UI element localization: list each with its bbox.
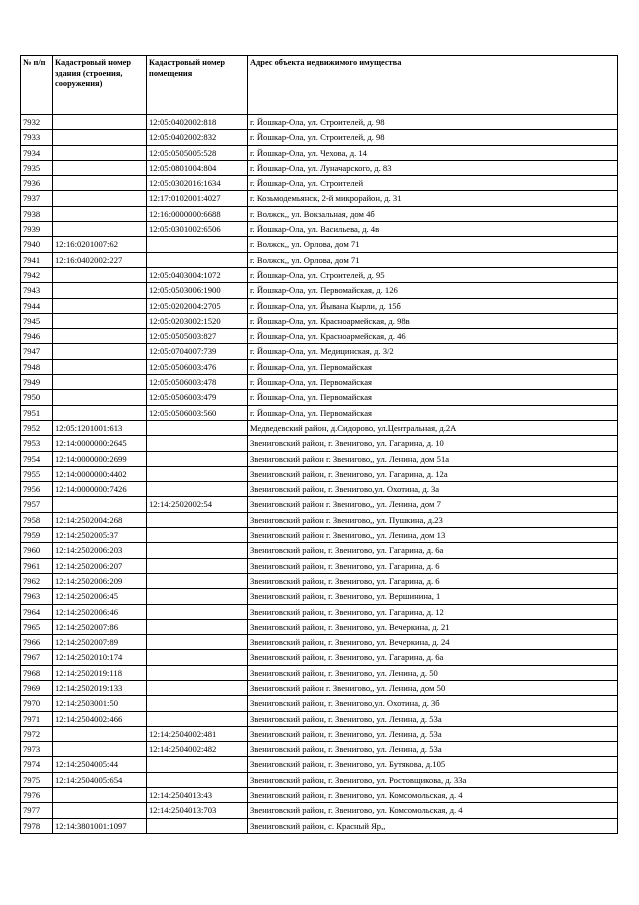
premises-cadastral-number bbox=[147, 650, 248, 665]
premises-cadastral-number: 12:14:2502002:54 bbox=[147, 497, 248, 512]
address: Звениговский район, г. Звенигово, ул. Вершинина, 1 bbox=[248, 589, 618, 604]
address: Звениговский район, г. Звенигово, ул. Гагарина, д. 6а bbox=[248, 650, 618, 665]
table-row bbox=[21, 650, 618, 665]
building-cadastral-number bbox=[53, 497, 147, 512]
row-number: 7960 bbox=[21, 543, 53, 558]
premises-cadastral-number bbox=[147, 711, 248, 726]
building-cadastral-number bbox=[53, 726, 147, 741]
building-cadastral-number bbox=[53, 313, 147, 328]
building-cadastral-number bbox=[53, 390, 147, 405]
address: г. Йошкар-Ола, ул. Йывана Кырли, д. 15б bbox=[248, 298, 618, 313]
building-cadastral-number: 12:14:2502007:86 bbox=[53, 619, 147, 634]
row-number: 7941 bbox=[21, 252, 53, 267]
table-row bbox=[21, 436, 618, 451]
table-row bbox=[21, 558, 618, 573]
table-row bbox=[21, 573, 618, 588]
premises-cadastral-number: 12:14:2504013:43 bbox=[147, 788, 248, 803]
table-row bbox=[21, 772, 618, 787]
row-number: 7978 bbox=[21, 818, 53, 833]
row-number: 7932 bbox=[21, 115, 53, 130]
address: Звениговский район г. Звенигово,, ул. Пушкина, д.23 bbox=[248, 512, 618, 527]
address: Звениговский район г. Звенигово,, ул. Ленина, дом 50 bbox=[248, 680, 618, 695]
premises-cadastral-number: 12:05:0506003:476 bbox=[147, 359, 248, 374]
premises-cadastral-number: 12:05:0403004:1072 bbox=[147, 267, 248, 282]
row-number: 7955 bbox=[21, 466, 53, 481]
table-row bbox=[21, 711, 618, 726]
premises-cadastral-number bbox=[147, 619, 248, 634]
premises-cadastral-number bbox=[147, 451, 248, 466]
address: Звениговский район, г. Звенигово, ул. Гагарина, д. 6а bbox=[248, 543, 618, 558]
building-cadastral-number bbox=[53, 176, 147, 191]
premises-cadastral-number: 12:05:0302016:1634 bbox=[147, 176, 248, 191]
building-cadastral-number bbox=[53, 405, 147, 420]
building-cadastral-number: 12:14:0000000:2699 bbox=[53, 451, 147, 466]
building-cadastral-number: 12:14:2504005:654 bbox=[53, 772, 147, 787]
premises-cadastral-number bbox=[147, 757, 248, 772]
address: Звениговский район, г. Звенигово, ул. Комсомольская, д. 4 bbox=[248, 803, 618, 818]
row-number: 7944 bbox=[21, 298, 53, 313]
premises-cadastral-number: 12:05:0202004:2705 bbox=[147, 298, 248, 313]
row-number: 7951 bbox=[21, 405, 53, 420]
table-row bbox=[21, 237, 618, 252]
table-row bbox=[21, 528, 618, 543]
row-number: 7934 bbox=[21, 145, 53, 160]
row-number: 7962 bbox=[21, 573, 53, 588]
address: Звениговский район, г. Звенигово, ул. Вечеркина, д. 24 bbox=[248, 635, 618, 650]
premises-cadastral-number bbox=[147, 543, 248, 558]
row-number: 7956 bbox=[21, 482, 53, 497]
premises-cadastral-number: 12:05:0801004:804 bbox=[147, 160, 248, 175]
building-cadastral-number: 12:14:2502019:133 bbox=[53, 680, 147, 695]
table-row bbox=[21, 726, 618, 741]
address: Звениговский район, г. Звенигово, ул. Ленина, д. 53а bbox=[248, 711, 618, 726]
header-premises-cadastral: Кадастровый номер помещения bbox=[147, 56, 248, 115]
premises-cadastral-number: 12:05:0402002:818 bbox=[147, 115, 248, 130]
premises-cadastral-number: 12:17:0102001:4027 bbox=[147, 191, 248, 206]
row-number: 7977 bbox=[21, 803, 53, 818]
table-row bbox=[21, 115, 618, 130]
table-row bbox=[21, 818, 618, 833]
building-cadastral-number: 12:14:0000000:7426 bbox=[53, 482, 147, 497]
building-cadastral-number bbox=[53, 115, 147, 130]
document-page bbox=[20, 55, 618, 834]
premises-cadastral-number: 12:05:0503006:1900 bbox=[147, 283, 248, 298]
building-cadastral-number bbox=[53, 130, 147, 145]
row-number: 7961 bbox=[21, 558, 53, 573]
building-cadastral-number: 12:14:2502006:203 bbox=[53, 543, 147, 558]
row-number: 7970 bbox=[21, 696, 53, 711]
table-row bbox=[21, 619, 618, 634]
building-cadastral-number bbox=[53, 803, 147, 818]
address: Звениговский район г. Звенигово,, ул. Ленина, дом 51а bbox=[248, 451, 618, 466]
table-row bbox=[21, 420, 618, 435]
table-row bbox=[21, 359, 618, 374]
table-row bbox=[21, 466, 618, 481]
building-cadastral-number: 12:14:0000000:2645 bbox=[53, 436, 147, 451]
address: г. Йошкар-Ола, ул. Строителей, д. 98 bbox=[248, 130, 618, 145]
address: Звениговский район, г. Звенигово, ул. Вечеркина, д. 21 bbox=[248, 619, 618, 634]
building-cadastral-number bbox=[53, 788, 147, 803]
address: Звениговский район г. Звенигово,, ул. Ленина, дом 13 bbox=[248, 528, 618, 543]
premises-cadastral-number bbox=[147, 237, 248, 252]
table-row bbox=[21, 160, 618, 175]
row-number: 7937 bbox=[21, 191, 53, 206]
premises-cadastral-number: 12:05:0506003:560 bbox=[147, 405, 248, 420]
row-number: 7965 bbox=[21, 619, 53, 634]
row-number: 7967 bbox=[21, 650, 53, 665]
row-number: 7976 bbox=[21, 788, 53, 803]
premises-cadastral-number bbox=[147, 420, 248, 435]
building-cadastral-number: 12:14:0000000:4402 bbox=[53, 466, 147, 481]
address: г. Йошкар-Ола, ул. Чехова, д. 14 bbox=[248, 145, 618, 160]
address: Звениговский район, г. Звенигово, ул. Гагарина, д. 12а bbox=[248, 466, 618, 481]
premises-cadastral-number bbox=[147, 589, 248, 604]
table-row bbox=[21, 130, 618, 145]
premises-cadastral-number bbox=[147, 680, 248, 695]
address: г. Козьмодемьянск, 2-й микрорайон, д. 31 bbox=[248, 191, 618, 206]
address: г. Йошкар-Ола, ул. Красноармейская, д. 46 bbox=[248, 329, 618, 344]
building-cadastral-number bbox=[53, 375, 147, 390]
row-number: 7971 bbox=[21, 711, 53, 726]
table-row bbox=[21, 589, 618, 604]
table-row bbox=[21, 206, 618, 221]
table-row bbox=[21, 788, 618, 803]
row-number: 7950 bbox=[21, 390, 53, 405]
premises-cadastral-number: 12:05:0704007:739 bbox=[147, 344, 248, 359]
row-number: 7933 bbox=[21, 130, 53, 145]
address: Звениговский район, г. Звенигово,ул. Охотина, д. 3б bbox=[248, 696, 618, 711]
premises-cadastral-number bbox=[147, 604, 248, 619]
building-cadastral-number: 12:14:2502006:46 bbox=[53, 604, 147, 619]
table-row bbox=[21, 329, 618, 344]
row-number: 7975 bbox=[21, 772, 53, 787]
address: г. Волжск,, ул. Орлова, дом 71 bbox=[248, 237, 618, 252]
table-body bbox=[21, 115, 618, 834]
table-row bbox=[21, 176, 618, 191]
row-number: 7938 bbox=[21, 206, 53, 221]
building-cadastral-number: 12:14:2504005:44 bbox=[53, 757, 147, 772]
table-row bbox=[21, 451, 618, 466]
address: г. Йошкар-Ола, ул. Строителей, д. 98 bbox=[248, 115, 618, 130]
premises-cadastral-number: 12:05:0506003:479 bbox=[147, 390, 248, 405]
address: г. Йошкар-Ола, ул. Первомайская bbox=[248, 359, 618, 374]
address: Звениговский район, г. Звенигово,ул. Охотина, д. 3а bbox=[248, 482, 618, 497]
building-cadastral-number: 12:14:2502010:174 bbox=[53, 650, 147, 665]
row-number: 7935 bbox=[21, 160, 53, 175]
table-row bbox=[21, 680, 618, 695]
row-number: 7953 bbox=[21, 436, 53, 451]
table-row bbox=[21, 497, 618, 512]
address: г. Волжск,, ул. Орлова, дом 71 bbox=[248, 252, 618, 267]
address: г. Йошкар-Ола, ул. Первомайская bbox=[248, 390, 618, 405]
building-cadastral-number bbox=[53, 267, 147, 282]
address: Звениговский район г. Звенигово,, ул. Ленина, дом 7 bbox=[248, 497, 618, 512]
table-row bbox=[21, 252, 618, 267]
building-cadastral-number: 12:14:3801001:1097 bbox=[53, 818, 147, 833]
row-number: 7973 bbox=[21, 742, 53, 757]
building-cadastral-number bbox=[53, 344, 147, 359]
premises-cadastral-number bbox=[147, 573, 248, 588]
premises-cadastral-number bbox=[147, 436, 248, 451]
premises-cadastral-number: 12:14:2504002:481 bbox=[147, 726, 248, 741]
header-building-cadastral: Кадастровый номер здания (строения, сооружения) bbox=[53, 56, 147, 115]
building-cadastral-number: 12:14:2502006:207 bbox=[53, 558, 147, 573]
premises-cadastral-number: 12:05:0402002:832 bbox=[147, 130, 248, 145]
premises-cadastral-number bbox=[147, 696, 248, 711]
row-number: 7972 bbox=[21, 726, 53, 741]
table-row bbox=[21, 145, 618, 160]
row-number: 7959 bbox=[21, 528, 53, 543]
building-cadastral-number bbox=[53, 206, 147, 221]
building-cadastral-number bbox=[53, 222, 147, 237]
address: г. Йошкар-Ола, ул. Медицинская, д. 3/2 bbox=[248, 344, 618, 359]
address: г. Йошкар-Ола, ул. Первомайская, д. 126 bbox=[248, 283, 618, 298]
table-row bbox=[21, 298, 618, 313]
building-cadastral-number bbox=[53, 329, 147, 344]
address: г. Йошкар-Ола, ул. Первомайская bbox=[248, 405, 618, 420]
table-row bbox=[21, 635, 618, 650]
property-table bbox=[20, 55, 618, 834]
premises-cadastral-number bbox=[147, 482, 248, 497]
row-number: 7936 bbox=[21, 176, 53, 191]
row-number: 7943 bbox=[21, 283, 53, 298]
table-header bbox=[21, 56, 618, 115]
row-number: 7966 bbox=[21, 635, 53, 650]
premises-cadastral-number: 12:05:0505003:827 bbox=[147, 329, 248, 344]
premises-cadastral-number bbox=[147, 528, 248, 543]
building-cadastral-number: 12:14:2502006:209 bbox=[53, 573, 147, 588]
address: г. Йошкар-Ола, ул. Строителей, д. 95 bbox=[248, 267, 618, 282]
table-row bbox=[21, 405, 618, 420]
table-row bbox=[21, 390, 618, 405]
premises-cadastral-number bbox=[147, 772, 248, 787]
table-row bbox=[21, 757, 618, 772]
row-number: 7958 bbox=[21, 512, 53, 527]
address: Звениговский район, г. Звенигово, ул. Ленина, д. 50 bbox=[248, 665, 618, 680]
address: Звениговский район, г. Звенигово, ул. Гагарина, д. 6 bbox=[248, 573, 618, 588]
address: Звениговский район, г. Звенигово, ул. Гагарина, д. 10 bbox=[248, 436, 618, 451]
header-address: Адрес объекта недвижимого имущества bbox=[248, 56, 618, 115]
header-row bbox=[21, 56, 618, 115]
building-cadastral-number: 12:05:1201001:613 bbox=[53, 420, 147, 435]
row-number: 7942 bbox=[21, 267, 53, 282]
address: Звениговский район, г. Звенигово, ул. Ленина, д. 53а bbox=[248, 726, 618, 741]
address: г. Йошкар-Ола, ул. Васильева, д. 4в bbox=[248, 222, 618, 237]
table-row bbox=[21, 191, 618, 206]
building-cadastral-number bbox=[53, 145, 147, 160]
row-number: 7948 bbox=[21, 359, 53, 374]
building-cadastral-number: 12:14:2503001:50 bbox=[53, 696, 147, 711]
address: Звениговский район, г. Звенигово, ул. Гагарина, д. 12 bbox=[248, 604, 618, 619]
row-number: 7964 bbox=[21, 604, 53, 619]
building-cadastral-number: 12:14:2502006:45 bbox=[53, 589, 147, 604]
table-row bbox=[21, 313, 618, 328]
address: Звениговский район, г. Звенигово, ул. Бутякова, д.105 bbox=[248, 757, 618, 772]
row-number: 7974 bbox=[21, 757, 53, 772]
building-cadastral-number bbox=[53, 283, 147, 298]
row-number: 7949 bbox=[21, 375, 53, 390]
row-number: 7954 bbox=[21, 451, 53, 466]
table-row bbox=[21, 222, 618, 237]
address: Звениговский район, г. Звенигово, ул. Ленина, д. 53а bbox=[248, 742, 618, 757]
premises-cadastral-number: 12:14:2504013:703 bbox=[147, 803, 248, 818]
table-row bbox=[21, 482, 618, 497]
building-cadastral-number: 12:16:0201007:62 bbox=[53, 237, 147, 252]
address: г. Йошкар-Ола, ул. Красноармейская, д. 98в bbox=[248, 313, 618, 328]
premises-cadastral-number bbox=[147, 466, 248, 481]
premises-cadastral-number bbox=[147, 512, 248, 527]
building-cadastral-number: 12:14:2502005:37 bbox=[53, 528, 147, 543]
header-number: № п/п bbox=[21, 56, 53, 115]
address: Медведевский район, д.Сидорово, ул.Центральная, д.2А bbox=[248, 420, 618, 435]
table-row bbox=[21, 665, 618, 680]
premises-cadastral-number: 12:16:0000000:6688 bbox=[147, 206, 248, 221]
table-row bbox=[21, 543, 618, 558]
premises-cadastral-number: 12:05:0506003:478 bbox=[147, 375, 248, 390]
building-cadastral-number bbox=[53, 359, 147, 374]
table-row bbox=[21, 512, 618, 527]
row-number: 7940 bbox=[21, 237, 53, 252]
building-cadastral-number: 12:14:2502019:118 bbox=[53, 665, 147, 680]
building-cadastral-number bbox=[53, 742, 147, 757]
premises-cadastral-number: 12:05:0203002:1520 bbox=[147, 313, 248, 328]
address: Звениговский район, г. Звенигово, ул. Гагарина, д. 6 bbox=[248, 558, 618, 573]
table-row bbox=[21, 803, 618, 818]
row-number: 7939 bbox=[21, 222, 53, 237]
row-number: 7963 bbox=[21, 589, 53, 604]
row-number: 7946 bbox=[21, 329, 53, 344]
table-row bbox=[21, 604, 618, 619]
address: Звениговский район, г. Звенигово, ул. Ростовщикова, д. 33а bbox=[248, 772, 618, 787]
address: Звениговский район, с. Красный Яр,, bbox=[248, 818, 618, 833]
building-cadastral-number: 12:16:0402002:227 bbox=[53, 252, 147, 267]
table-row bbox=[21, 344, 618, 359]
address: г. Йошкар-Ола, ул. Первомайская bbox=[248, 375, 618, 390]
row-number: 7957 bbox=[21, 497, 53, 512]
premises-cadastral-number bbox=[147, 635, 248, 650]
building-cadastral-number bbox=[53, 160, 147, 175]
premises-cadastral-number: 12:05:0505005:528 bbox=[147, 145, 248, 160]
address: г. Йошкар-Ола, ул. Строителей bbox=[248, 176, 618, 191]
building-cadastral-number bbox=[53, 298, 147, 313]
premises-cadastral-number: 12:14:2504002:482 bbox=[147, 742, 248, 757]
building-cadastral-number: 12:14:2504002:466 bbox=[53, 711, 147, 726]
premises-cadastral-number: 12:05:0301002:6506 bbox=[147, 222, 248, 237]
premises-cadastral-number bbox=[147, 665, 248, 680]
premises-cadastral-number bbox=[147, 818, 248, 833]
row-number: 7969 bbox=[21, 680, 53, 695]
address: Звениговский район, г. Звенигово, ул. Комсомольская, д. 4 bbox=[248, 788, 618, 803]
row-number: 7952 bbox=[21, 420, 53, 435]
row-number: 7945 bbox=[21, 313, 53, 328]
table-row bbox=[21, 742, 618, 757]
address: г. Волжск,, ул. Вокзальная, дом 4б bbox=[248, 206, 618, 221]
address: г. Йошкар-Ола, ул. Луначарского, д. 83 bbox=[248, 160, 618, 175]
building-cadastral-number: 12:14:2502007:89 bbox=[53, 635, 147, 650]
building-cadastral-number bbox=[53, 191, 147, 206]
table-row bbox=[21, 267, 618, 282]
row-number: 7947 bbox=[21, 344, 53, 359]
building-cadastral-number: 12:14:2502004:268 bbox=[53, 512, 147, 527]
row-number: 7968 bbox=[21, 665, 53, 680]
table-row bbox=[21, 696, 618, 711]
table-row bbox=[21, 375, 618, 390]
premises-cadastral-number bbox=[147, 252, 248, 267]
table-row bbox=[21, 283, 618, 298]
premises-cadastral-number bbox=[147, 558, 248, 573]
